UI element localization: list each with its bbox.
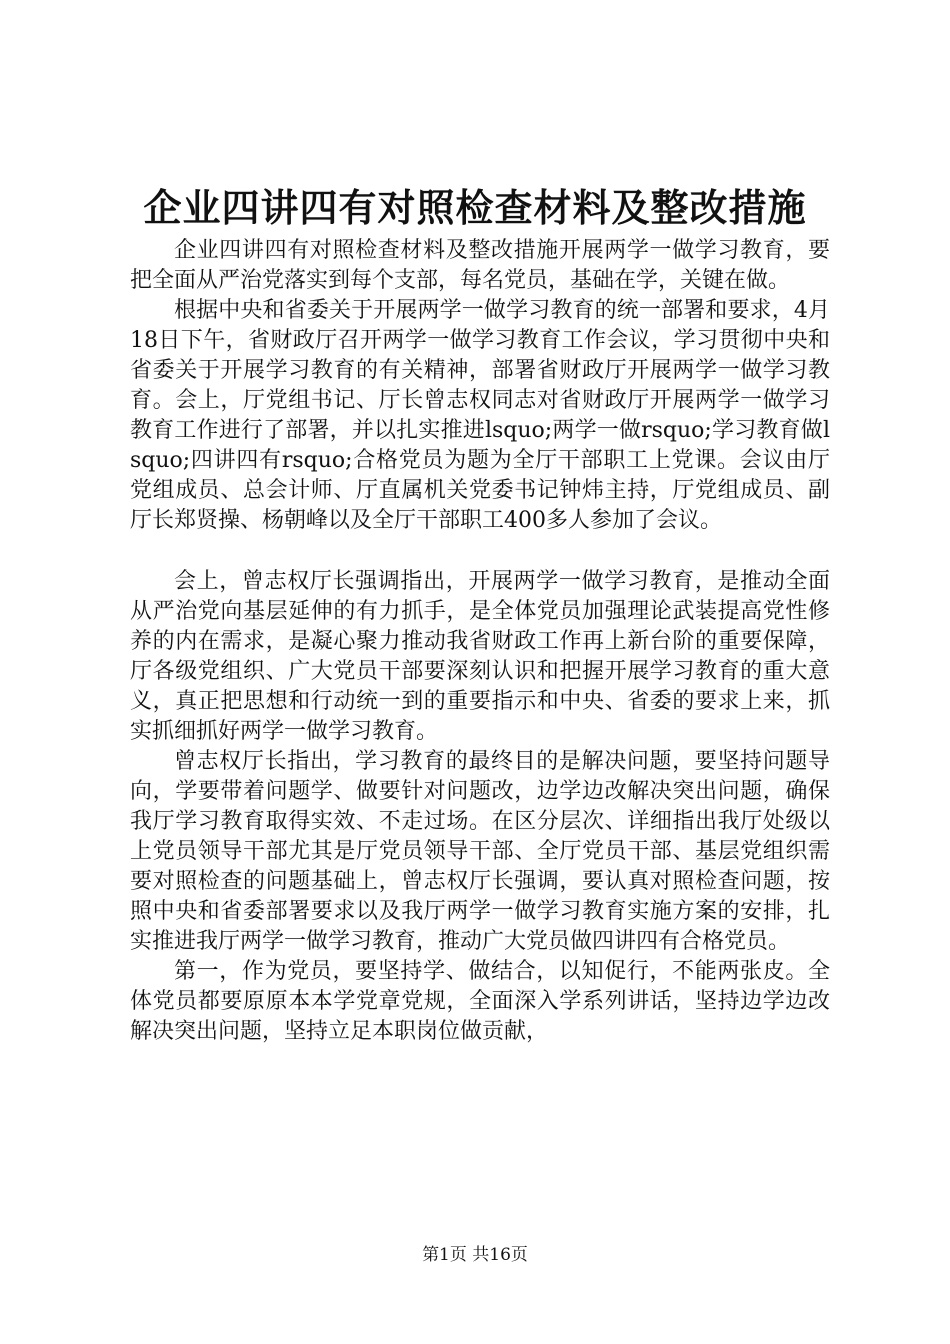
paragraph: 企业四讲四有对照检查材料及整改措施开展两学一做学习教育，要把全面从严治党落实到每个支部，每名党员，基础在学，关键在做。 (130, 238, 830, 293)
page-number-footer: 第1页 共16页 (422, 1245, 528, 1265)
paragraph: 根据中央和省委关于开展两学一做学习教育的统一部署和要求，4月18日下午，省财政厅召开两学一做学习教育工作会议，学习贯彻中央和省委关于开展学习教育的有关精神，部署省财政厅开展两学一做学习教育。会上，厅党组书记、厅长曾志权同志对省财政厅开展两学一做学习教育工作进行了部署，并以扎实推进lsquo;两学一做rsquo;学习教育做lsquo;四讲四有rsquo;合格党员为题为全厅干部职工上党课。会议由厅党组成员、总会计师、厅直属机关党委书记钟炜主持，厅党组成员、副厅长郑贤操、杨朝峰以及全厅干部职工400多人参加了会议。 (130, 298, 830, 533)
paragraph: 第一，作为党员，要坚持学、做结合，以知促行，不能两张皮。全体党员都要原原本本学党章党规，全面深入学系列讲话，坚持边学边改解决突出问题，坚持立足本职岗位做贡献， (130, 959, 830, 1044)
document-body (130, 236, 830, 1047)
document-title: 企业四讲四有对照检查材料及整改措施 (143, 185, 807, 230)
paragraph: 曾志权厅长指出，学习教育的最终目的是解决问题，要坚持问题导向，学要带着问题学、做要针对问题改，边学边改解决突出问题，确保我厅学习教育取得实效、不走过场。在区分层次、详细指出我厅处级以上党员领导干部尤其是厅党员领导干部、全厅党员干部、基层党组织需要对照检查的问题基础上，曾志权厅长强调，要认真对照检查问题，按照中央和省委部署要求以及我厅两学一做学习教育实施方案的安排，扎实推进我厅两学一做学习教育，推动广大党员做四讲四有合格党员。 (130, 749, 830, 954)
paragraph: 会上，曾志权厅长强调指出，开展两学一做学习教育，是推动全面从严治党向基层延伸的有力抓手，是全体党员加强理论武装提高党性修养的内在需求，是凝心聚力推动我省财政工作再上新台阶的重要保障，厅各级党组织、广大党员干部要深刻认识和把握开展学习教育的重大意义，真正把思想和行动统一到的重要指示和中央、省委的要求上来，抓实抓细抓好两学一做学习教育。 (130, 569, 830, 744)
